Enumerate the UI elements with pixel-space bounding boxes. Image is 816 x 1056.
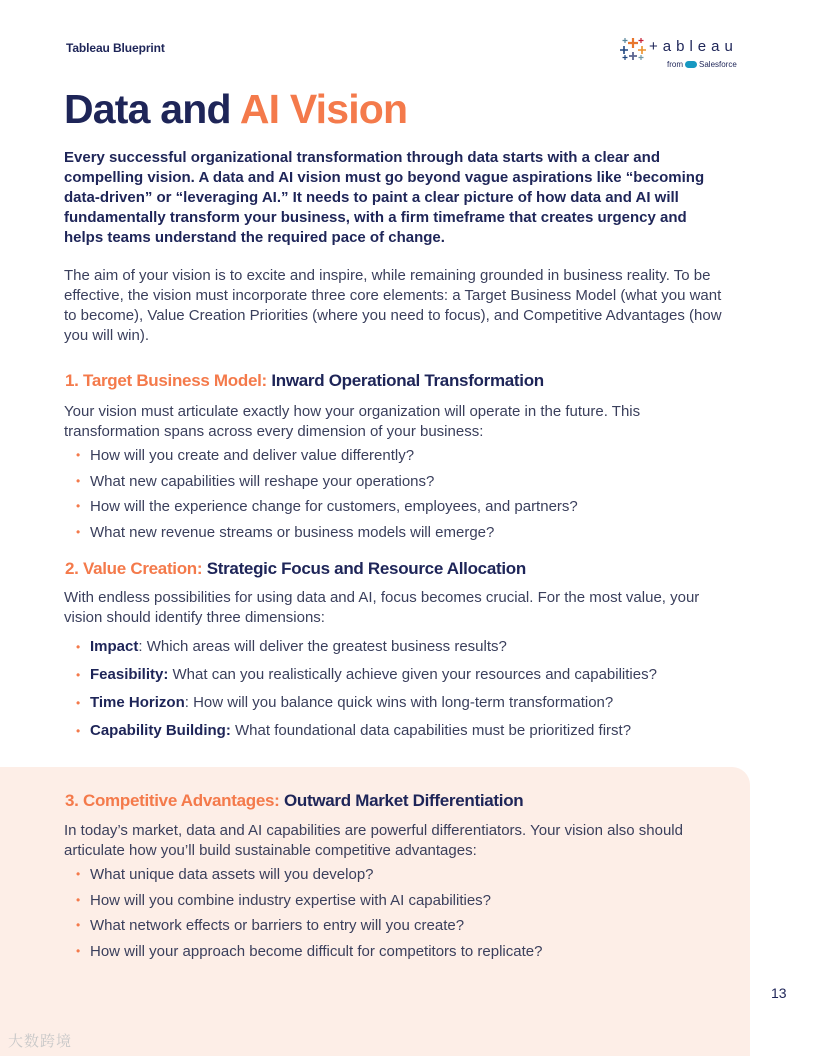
bullet-text: What new capabilities will reshape your operations? — [90, 472, 435, 490]
section-2-body: With endless possibilities for using data and AI, focus becomes crucial. For the most value, your vision should identify three dimensions: — [64, 589, 700, 626]
list-item — [76, 888, 542, 914]
section-1-list — [76, 443, 578, 545]
section-2-heading: Strategic Focus and Resource Allocation — [206, 559, 526, 578]
list-item — [76, 633, 657, 661]
bullet-text: What new revenue streams or business models will emerge? — [90, 523, 495, 541]
title-accent: AI Vision — [239, 86, 408, 132]
section-3-number: 3. Competitive Advantages: — [65, 791, 280, 810]
bullet-lead: Impact — [90, 638, 139, 655]
bullet-lead: Capability Building: — [90, 722, 231, 739]
bullet-lead: Feasibility: — [90, 666, 169, 683]
bullet-text: What foundational data capabilities must be prioritized first? — [230, 722, 632, 739]
bullet-text: : Which areas will deliver the greatest business results? — [138, 638, 507, 655]
list-item — [76, 862, 542, 888]
bullet-text: What unique data assets will you develop? — [90, 866, 374, 883]
aim-paragraph: The aim of your vision is to excite and inspire, while remaining grounded in business reality. To be effective, the vision must incorporate three core elements: a Target Business Model (what you want to become), Value Creation Priorities (where you need to focus), and Competitive Advantages (how you will win). — [64, 267, 722, 344]
salesforce-cloud-icon — [685, 61, 697, 68]
list-item — [76, 717, 657, 745]
bullet-text: How will you combine industry expertise with AI capabilities? — [90, 891, 492, 909]
list-item — [76, 661, 657, 689]
list-item — [76, 494, 578, 520]
section-1-title — [65, 371, 544, 391]
header-label: Tableau Blueprint — [66, 41, 165, 55]
list-item — [76, 939, 542, 965]
bullet-lead: Time Horizon — [90, 694, 185, 711]
bullet-text: How will the experience change for customers, employees, and partners? — [90, 498, 578, 515]
list-item — [76, 520, 578, 546]
title-main: Data and — [64, 86, 240, 132]
list-item — [76, 443, 578, 469]
section-3-title — [65, 791, 523, 811]
section-2-title — [65, 559, 526, 579]
page-title — [64, 86, 407, 133]
bullet-text: How will your approach become difficult for competitors to replicate? — [90, 942, 543, 960]
section-1-number: 1. Target Business Model: — [65, 371, 267, 390]
tableau-cross-icon — [619, 35, 647, 63]
salesforce-tag — [667, 60, 737, 69]
page-number: 13 — [771, 985, 787, 1001]
from-label: from — [667, 60, 683, 69]
section-2-number: 2. Value Creation: — [65, 559, 203, 578]
list-item — [76, 689, 657, 717]
list-item — [76, 469, 578, 495]
section-2-list — [76, 633, 657, 745]
section-1-heading: Inward Operational Transformation — [271, 371, 544, 390]
section-1-body: Your vision must articulate exactly how your organization will operate in the future. This transformation spans across every dimension of your business: — [64, 403, 641, 440]
bullet-text: : How will you balance quick wins with long-term transformation? — [184, 694, 614, 711]
watermark: 大数跨境 — [8, 1033, 73, 1050]
bullet-text: How will you create and deliver value differently? — [90, 447, 415, 464]
bullet-text: What network effects or barriers to entry will you create? — [90, 917, 465, 934]
list-item — [76, 913, 542, 939]
tableau-wordmark: +ableau — [649, 38, 738, 55]
section-3-body: In today’s market, data and AI capabilities are powerful differentiators. Your vision also should articulate how you’ll build sustainable competitive advantages: — [64, 822, 683, 859]
bullet-text: What can you realistically achieve given your resources and capabilities? — [168, 666, 657, 683]
salesforce-label: Salesforce — [699, 60, 737, 69]
section-3-heading: Outward Market Differentiation — [283, 791, 524, 810]
intro-paragraph: Every successful organizational transformation through data starts with a clear and compelling vision. A data and AI vision must go beyond vague aspirations like “becoming data-driven” or “leveraging AI.” It needs to paint a clear picture of how data and AI will fundamentally transform your business, with a firm timeframe that creates urgency and helps teams understand the required pace of change. — [64, 149, 705, 246]
section-3-list — [76, 862, 542, 964]
tableau-logo — [619, 35, 749, 75]
